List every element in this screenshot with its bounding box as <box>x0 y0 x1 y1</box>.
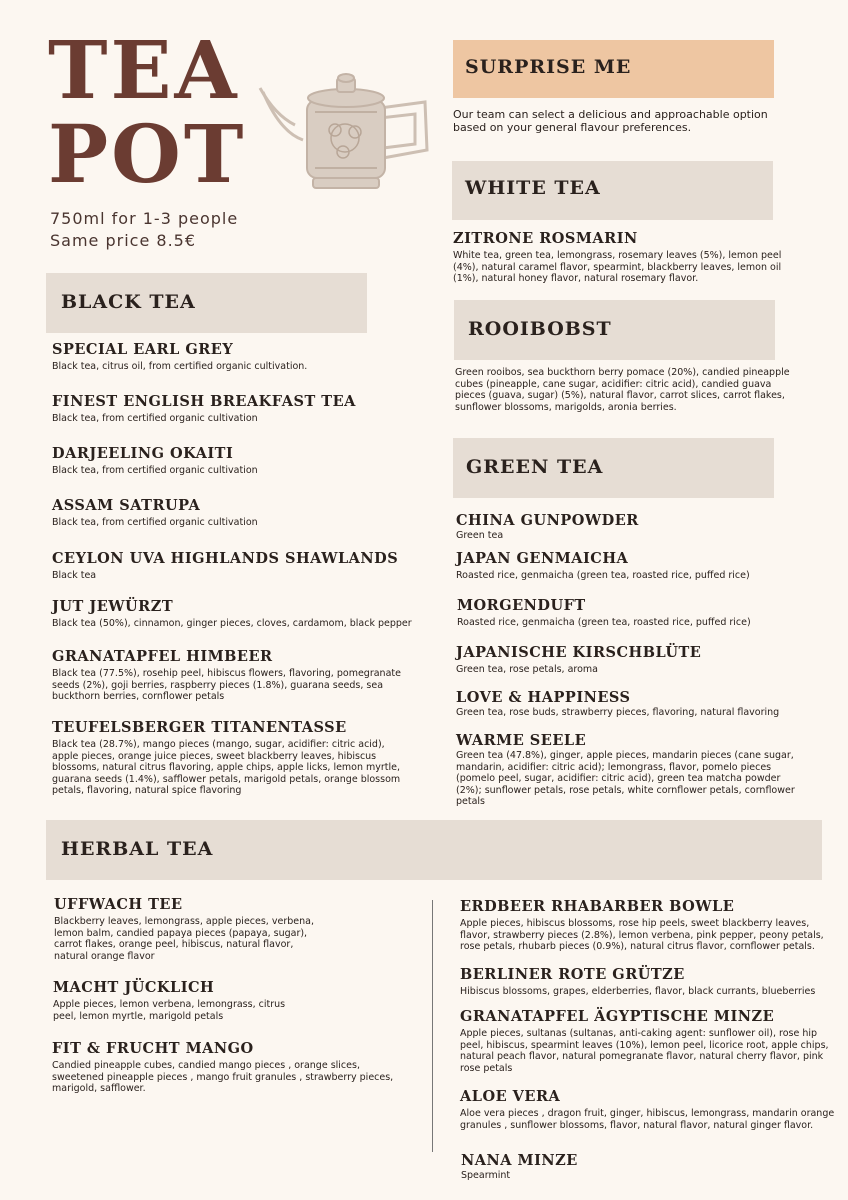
item-desc: Apple pieces, sultanas (sultanas, anti-caking agent: sunflower oil), rose hip peel, hibiscus, spearmint leaves (10%), lemon peel, licorice root, apple chips, natural peach flavor, natural pomegranate flavor, natural cherry flavor, pink rose petals <box>460 1028 829 1074</box>
menu-item <box>52 598 422 630</box>
item-desc: Green tea, rose buds, strawberry pieces, flavoring, natural flavoring <box>456 707 780 718</box>
item-name: BERLINER ROTE GRÜTZE <box>460 966 685 983</box>
white-tea-title: WHITE TEA <box>465 177 601 199</box>
menu-item <box>52 550 422 582</box>
item-desc: White tea, green tea, lemongrass, rosemary leaves (5%), lemon peel (4%), natural caramel flavor, spearmint, blackberry leaves, lemon oil (1%), natural honey flavor, natural rosemary flavor. <box>453 250 782 284</box>
item-name: MORGENDUFT <box>457 597 586 614</box>
item-name: DARJEELING OKAITI <box>52 445 234 462</box>
item-desc: Apple pieces, lemon verbena, lemongrass, citrus peel, lemon myrtle, marigold petals <box>53 999 286 1022</box>
menu-item <box>456 644 806 676</box>
menu-item <box>460 1088 840 1131</box>
item-desc: Green tea (47.8%), ginger, apple pieces, mandarin pieces (cane sugar, mandarin, acidifier: citric acid); lemongrass, flavor, pomelo pieces (pomelo peel, sugar, acidifier: citric acid), green tea matcha powder (2%); sunflower petals, rose petals, white cornflower petals, cornflower petals <box>456 750 795 807</box>
item-name: ASSAM SATRUPA <box>52 497 201 514</box>
item-desc: Black tea (28.7%), mango pieces (mango, sugar, acidifier: citric acid), apple pieces, orange juice pieces, sweet blackberry leaves, hibiscus blossoms, natural citrus flavoring, apple chips, apple licks, lemon myrtle, guarana seeds (1.4%), safflower petals, marigold petals, orange blossom petals, flavoring, natural spice flavoring <box>52 739 401 796</box>
item-name: ERDBEER RHABARBER BOWLE <box>460 898 735 915</box>
brand-title-line1: TEA <box>48 23 240 117</box>
black-tea-title: BLACK TEA <box>61 291 196 313</box>
item-desc: Black tea <box>52 570 97 581</box>
item-name: WARME SEELE <box>456 732 587 749</box>
item-name: GRANATAPFEL HIMBEER <box>52 648 273 665</box>
item-name: GRANATAPFEL ÄGYPTISCHE MINZE <box>460 1008 775 1025</box>
brand-title-line2: POT <box>48 107 247 201</box>
menu-item <box>52 1040 412 1095</box>
item-name: TEUFELSBERGER TITANENTASSE <box>52 719 347 736</box>
green-tea-title: GREEN TEA <box>466 456 604 478</box>
item-name: MACHT JÜCKLICH <box>53 979 215 996</box>
surprise-title: SURPRISE ME <box>465 56 632 78</box>
item-desc: Green tea, rose petals, aroma <box>456 664 598 675</box>
menu-item <box>52 393 422 425</box>
menu-item <box>52 648 412 703</box>
menu-item <box>460 1008 830 1074</box>
menu-item <box>52 497 422 529</box>
rooibos-title: ROOIBOBST <box>468 318 612 340</box>
item-name: NANA MINZE <box>461 1152 578 1169</box>
menu-item <box>53 979 303 1022</box>
item-desc: Black tea (50%), cinnamon, ginger pieces, cloves, cardamom, black pepper <box>52 618 412 629</box>
item-desc: Spearmint <box>461 1170 511 1181</box>
item-name: FIT & FRUCHT MANGO <box>52 1040 254 1057</box>
menu-item <box>52 341 422 373</box>
item-name: JAPANISCHE KIRSCHBLÜTE <box>456 644 702 661</box>
menu-item <box>54 896 314 962</box>
item-name: JAPAN GENMAICHA <box>456 550 629 567</box>
item-name: FINEST ENGLISH BREAKFAST TEA <box>52 393 356 410</box>
menu-item <box>52 445 422 477</box>
herbal-tea-title: HERBAL TEA <box>61 838 214 860</box>
menu-item <box>456 512 806 542</box>
item-desc: Apple pieces, hibiscus blossoms, rose hip peels, sweet blackberry leaves, flavor, strawberry pieces (2.8%), lemon verbena, pink pepper, peony petals, rose petals, rhubarb pieces (0.9%), natural citrus flavor, cornflower petals. <box>460 918 824 952</box>
pot-size: 750ml for 1-3 people <box>50 209 239 228</box>
item-name: JUT JEWÜRZT <box>52 598 174 615</box>
item-desc: Roasted rice, genmaicha (green tea, roasted rice, puffed rice) <box>456 570 750 581</box>
menu-item <box>456 689 806 719</box>
column-divider <box>432 900 433 1152</box>
item-name: ALOE VERA <box>460 1088 561 1105</box>
menu-item <box>460 898 830 953</box>
item-desc: Hibiscus blossoms, grapes, elderberries, flavor, black currants, blueberries <box>460 986 816 997</box>
item-desc: Blackberry leaves, lemongrass, apple pieces, verbena, lemon balm, candied papaya pieces (papaya, sugar), carrot flakes, orange peel, hibiscus, natural flavor, natural orange flavor <box>54 916 314 962</box>
item-name: ZITRONE ROSMARIN <box>453 230 638 247</box>
menu-item <box>460 966 830 998</box>
item-desc: Green tea <box>456 530 504 541</box>
item-desc: Candied pineapple cubes, candied mango pieces , orange slices, sweetened pineapple pieces , mango fruit granules , strawberry pieces, marigold, safflower. <box>52 1060 394 1094</box>
item-desc: Black tea, from certified organic cultivation <box>52 465 258 476</box>
item-desc: Black tea (77.5%), rosehip peel, hibiscus flowers, flavoring, pomegranate seeds (2%), goji berries, raspberry pieces (1.8%), guarana seeds, sea buckthorn berries, cornflower petals <box>52 668 401 702</box>
item-name: CEYLON UVA HIGHLANDS SHAWLANDS <box>52 550 399 567</box>
menu-item <box>52 719 412 797</box>
item-desc: Roasted rice, genmaicha (green tea, roasted rice, puffed rice) <box>457 617 751 628</box>
surprise-text: Our team can select a delicious and approachable option based on your general flavour preferences. <box>453 108 768 134</box>
menu-item <box>457 597 807 629</box>
pot-price: Same price 8.5€ <box>50 231 197 250</box>
item-desc: Black tea, from certified organic cultivation <box>52 413 258 424</box>
item-desc: Black tea, from certified organic cultivation <box>52 517 258 528</box>
teapot-illustration <box>255 70 435 195</box>
menu-item <box>461 1152 761 1182</box>
rooibos-desc: Green rooibos, sea buckthorn berry pomace (20%), candied pineapple cubes (pineapple, cane sugar, acidifier: citric acid), candied guava pieces (guava, sugar) (5%), natural flavor, carrot slices, carrot flakes, sunflower blossoms, marigolds, aronia berries. <box>455 367 790 413</box>
item-name: SPECIAL EARL GREY <box>52 341 234 358</box>
item-desc: Black tea, citrus oil, from certified organic cultivation. <box>52 361 308 372</box>
item-name: UFFWACH TEE <box>54 896 183 913</box>
item-name: LOVE & HAPPINESS <box>456 689 631 706</box>
menu-item <box>453 230 803 285</box>
menu-item <box>456 550 806 582</box>
item-desc: Aloe vera pieces , dragon fruit, ginger, hibiscus, lemongrass, mandarin orange granules , sunflower blossoms, flavor, natural flavor, natural ginger flavor. <box>460 1108 835 1131</box>
menu-item <box>456 732 796 808</box>
item-name: CHINA GUNPOWDER <box>456 512 639 529</box>
